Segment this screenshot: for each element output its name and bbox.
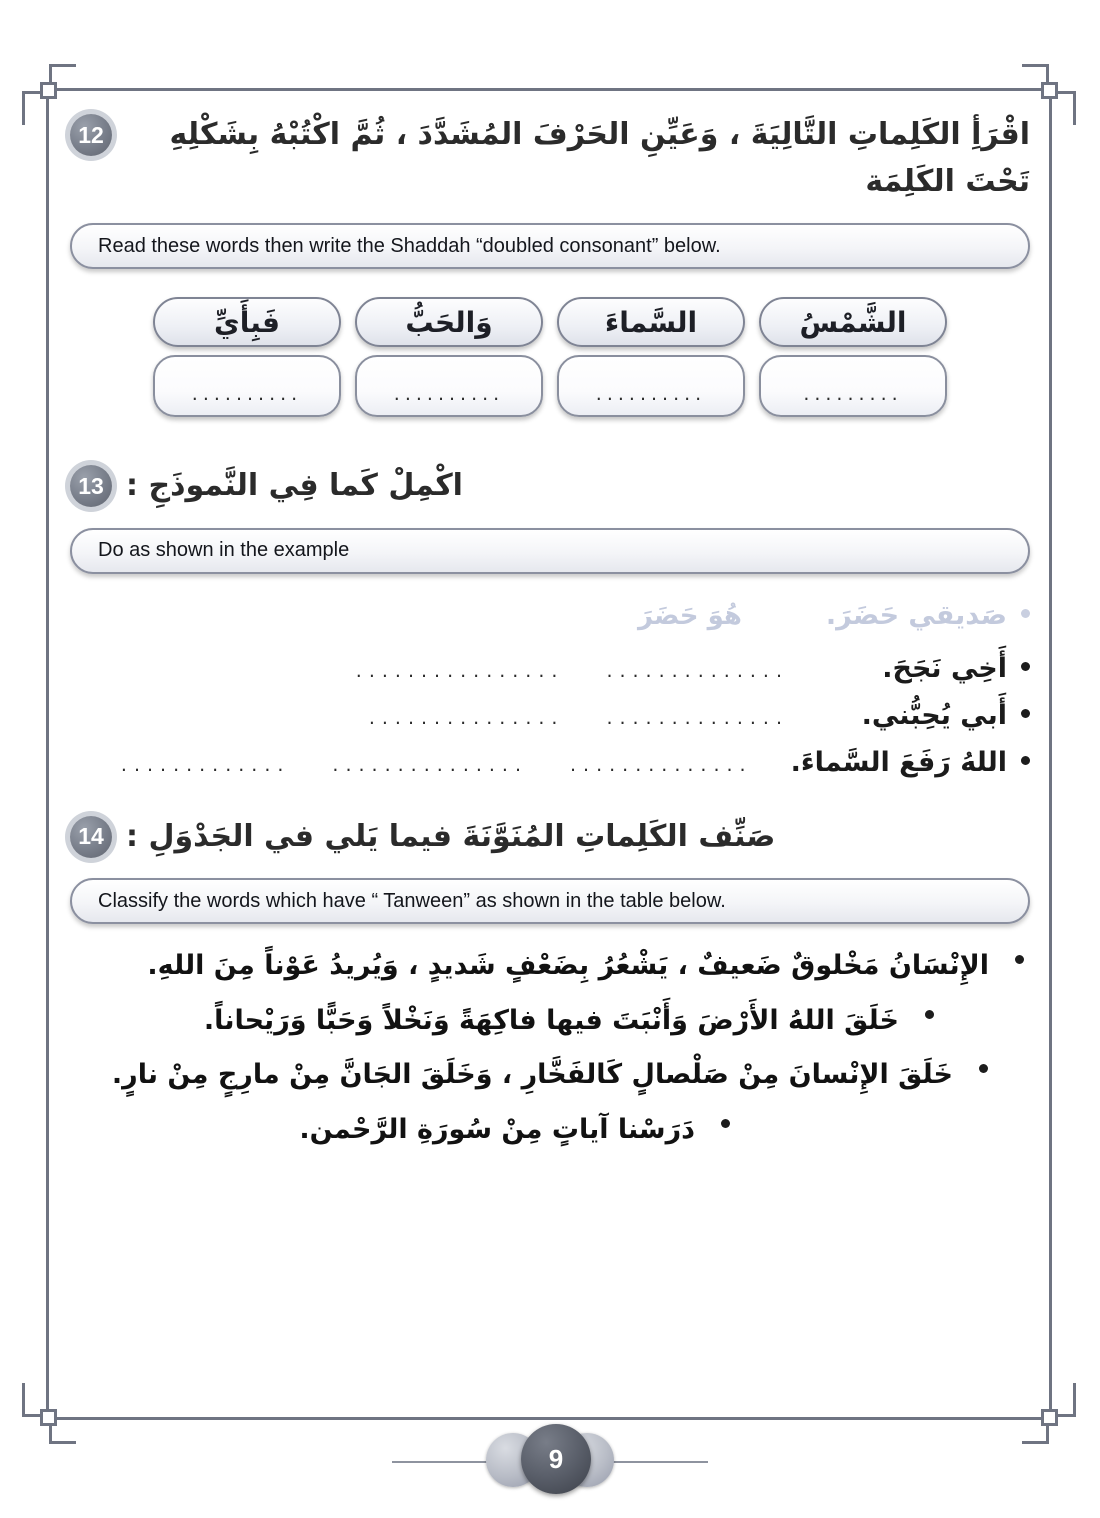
answer-blanks [121,754,753,776]
word-cell [759,297,947,417]
item-prompt: أَبي يُحِبُّني. [861,699,1007,731]
sentence-row [70,1055,1030,1096]
bullet-icon [1021,609,1030,618]
task-12-heading [70,110,1030,205]
corner-ornament-bottom-right [1022,1390,1076,1444]
answer-blanks [369,707,789,729]
shaddah-answer-box[interactable]: .......... [557,355,745,417]
corner-square-icon [1041,82,1058,99]
word-chip: السَّماءَ [557,297,745,347]
sentence-text: الإِنْسَانُ مَخْلوقٌ ضَعيفٌ ، يَشْعُرُ بِضَعْفٍ شَديدٍ ، وَيُريدُ عَوْناً مِنَ اللهِ. [147,950,989,981]
shaddah-answer-box[interactable]: ......... [759,355,947,417]
shaddah-answer-box[interactable]: .......... [153,355,341,417]
bullet-icon [1021,662,1030,671]
task-number-badge-12: 12 [70,114,112,156]
task-13-item-row [70,747,1030,778]
answer-blank[interactable]: ............... [332,753,529,776]
page-content [70,110,1030,1164]
corner-square-icon [40,82,57,99]
task-14-arabic-instruction: صَنِّف الكَلِماتِ المُنَوَّنَةَ فيما يَلي في الجَدْوَلِ : [126,818,776,854]
word-chip: الشَّمْسُ [759,297,947,347]
corner-square-icon [40,1409,57,1426]
word-cell [557,297,745,417]
word-cell [355,297,543,417]
item-prompt: اللهُ رَفَعَ السَّماءَ. [790,746,1007,778]
bullet-icon [721,1119,730,1128]
answer-blank[interactable]: .............. [606,659,789,682]
sentence-row [70,1110,1030,1151]
bullet-icon [979,1064,988,1073]
page-number: 9 [521,1424,591,1494]
sentence-text: خَلَقَ الإِنْسانَ مِنْ صَلْصالٍ كَالفَخَّارِ ، وَخَلَقَ الجَانَّ مِنْ مارِجٍ مِنْ نارٍ. [111,1059,953,1090]
task-12-word-row [70,297,1030,417]
bullet-icon [1021,709,1030,718]
task-12-english-instruction: Read these words then write the Shaddah “doubled consonant” below. [70,223,1030,269]
sentence-row [70,1001,1030,1042]
task-13-exercise-list [70,600,1030,778]
answer-blank[interactable]: .............. [570,753,753,776]
corner-ornament-top-left [22,64,76,118]
bullet-icon [1021,756,1030,765]
corner-ornament-top-right [1022,64,1076,118]
task-13-heading [70,461,1030,510]
word-cell [153,297,341,417]
answer-blank[interactable]: ................ [355,659,565,682]
task-13-arabic-instruction: اكْمِلْ كَما فِي النَّموذَجِ : [126,468,463,503]
word-chip: فَبِأَيِّ [153,297,341,347]
corner-ornament-bottom-left [22,1390,76,1444]
sentence-text: خَلَقَ اللهُ الأَرْضَ وَأَنْبَتَ فيها فاكِهَةً وَنَخْلاً وَحَبًّا وَرَيْحاناً. [203,1004,899,1036]
corner-square-icon [1041,1409,1058,1426]
shaddah-answer-box[interactable]: .......... [355,355,543,417]
item-prompt: أَخِي نَجَحَ. [882,652,1007,684]
task-12-arabic-instruction: اقْرَأِ الكَلِماتِ التَّالِيَةَ ، وَعَيِّنِ الحَرْفَ المُشَدَّدَ ، ثُمَّ اكْتُبْهُ بِشَكْلِهِ تَحْتَ الكَلِمَة [169,117,1030,199]
answer-blanks [356,660,789,682]
task-14-heading [70,812,1030,861]
model-prompt: صَديقي حَضَرَ. [825,599,1007,631]
bullet-icon [925,1010,934,1019]
answer-blank[interactable]: ............. [120,753,291,776]
sentence-row [70,946,1030,987]
task-13-model-row [70,600,1030,631]
task-13-item-row [70,653,1030,684]
model-answer: هُوَ حَضَرَ [637,600,742,631]
task-13-item-row [70,700,1030,731]
answer-blank[interactable]: .............. [606,706,789,729]
word-chip: وَالحَبُّ [355,297,543,347]
bullet-icon [1015,955,1024,964]
task-number-badge-13: 13 [70,465,112,507]
task-number-badge-14: 14 [70,816,112,858]
answer-blank[interactable]: ............... [368,706,565,729]
task-14-english-instruction: Classify the words which have “ Tanween” as shown in the table below. [70,878,1030,924]
task-13-english-instruction: Do as shown in the example [70,528,1030,574]
task-14-sentence-list [70,946,1030,1150]
sentence-text: دَرَسْنا آياتٍ مِنْ سُورَةِ الرَّحْمن. [299,1113,695,1145]
